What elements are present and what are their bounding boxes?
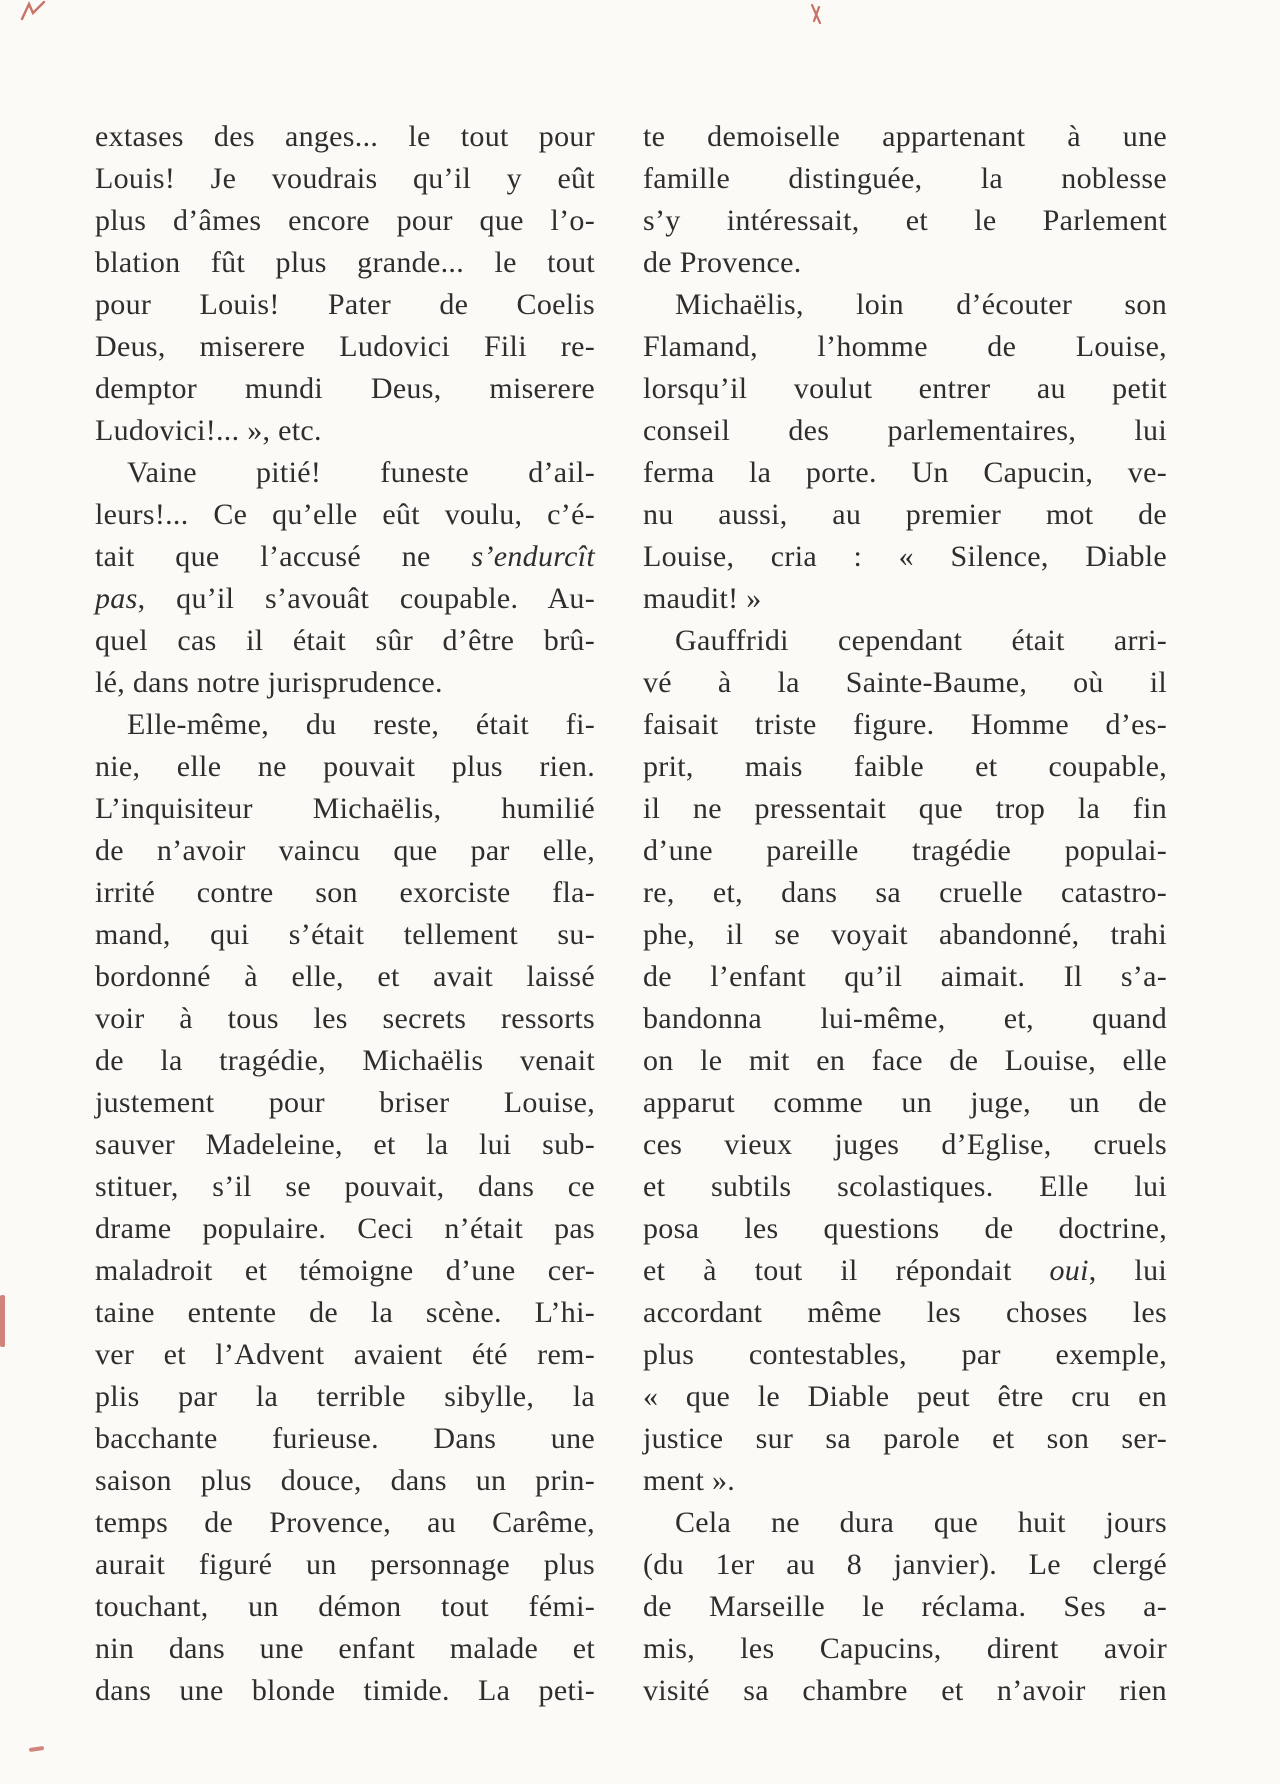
- text-line: de la tragédie, Michaëlis venait: [95, 1044, 595, 1077]
- text-line: il ne pressentait que trop la fin: [643, 792, 1167, 825]
- text-line: saison plus douce, dans un prin-: [95, 1464, 595, 1497]
- text-line: de Provence.: [643, 246, 802, 279]
- text-line: temps de Provence, au Carême,: [95, 1506, 595, 1539]
- text-line: visité sa chambre et n’avoir rien: [643, 1674, 1167, 1707]
- text-line: bandonna lui-même, et, quand: [643, 1002, 1167, 1035]
- text-column-right: [643, 116, 1167, 1712]
- text-line: lé, dans notre jurisprudence.: [95, 666, 443, 699]
- text-line: irrité contre son exorciste fla-: [95, 876, 595, 909]
- text-line: plus contestables, par exemple,: [643, 1338, 1167, 1371]
- text-line: (du 1er au 8 janvier). Le clergé: [643, 1548, 1167, 1581]
- text-line: re, et, dans sa cruelle catastro-: [643, 876, 1167, 909]
- text-segment: , lui: [1088, 1254, 1168, 1287]
- text-line: sauver Madeleine, et la lui sub-: [95, 1128, 595, 1161]
- text-line: extases des anges... le tout pour: [95, 120, 595, 153]
- text-line: conseil des parlementaires, lui: [643, 414, 1167, 447]
- text-line: justement pour briser Louise,: [95, 1086, 595, 1119]
- red-ink-mark: [808, 2, 826, 26]
- red-ink-mark: [20, 0, 48, 22]
- text-line: Flamand, l’homme de Louise,: [643, 330, 1167, 363]
- text-line: maladroit et témoigne d’une cer-: [95, 1254, 595, 1287]
- text-line: mis, les Capucins, dirent avoir: [643, 1632, 1167, 1665]
- text-line: Vaine pitié! funeste d’ail-: [127, 456, 595, 489]
- text-line: taine entente de la scène. L’hi-: [95, 1296, 595, 1329]
- text-line: maudit! »: [643, 582, 762, 615]
- text-line: touchant, un démon tout fémi-: [95, 1590, 595, 1623]
- text-line: leurs!... Ce qu’elle eût voulu, c’é-: [95, 498, 595, 531]
- text-line: ver et l’Advent avaient été rem-: [95, 1338, 595, 1371]
- text-line: justice sur sa parole et son ser-: [643, 1422, 1167, 1455]
- text-line: nu aussi, au premier mot de: [643, 498, 1167, 531]
- text-line: posa les questions de doctrine,: [643, 1212, 1167, 1245]
- text-line: plis par la terrible sibylle, la: [95, 1380, 595, 1413]
- text-line: et subtils scolastiques. Elle lui: [643, 1170, 1167, 1203]
- text-line: on le mit en face de Louise, elle: [643, 1044, 1167, 1077]
- red-ink-mark: [0, 1295, 5, 1347]
- text-segment: , qu’il s’avouât coupable. Au-: [137, 582, 595, 615]
- text-line: mand, qui s’était tellement su-: [95, 918, 595, 951]
- text-line: L’inquisiteur Michaëlis, humilié: [95, 792, 595, 825]
- text-line: Louis! Je voudrais qu’il y eût: [95, 162, 595, 195]
- text-line: blation fût plus grande... le tout: [95, 246, 595, 279]
- text-line: accordant même les choses les: [643, 1296, 1167, 1329]
- text-line: ces vieux juges d’Eglise, cruels: [643, 1128, 1167, 1161]
- text-line: Ludovici!... », etc.: [95, 414, 322, 447]
- text-line: nie, elle ne pouvait plus rien.: [95, 750, 595, 783]
- text-line: Gauffridi cependant était arri-: [675, 624, 1167, 657]
- text-segment: tait que l’accusé ne: [95, 540, 472, 573]
- text-line: plus d’âmes encore pour que l’o-: [95, 204, 595, 237]
- text-line: voir à tous les secrets ressorts: [95, 1002, 595, 1035]
- text-line: Michaëlis, loin d’écouter son: [675, 288, 1167, 321]
- text-line: [95, 578, 595, 620]
- text-segment: et à tout il répondait: [643, 1254, 1050, 1287]
- text-line: lorsqu’il voulut entrer au petit: [643, 372, 1167, 405]
- text-line: nin dans une enfant malade et: [95, 1632, 595, 1665]
- text-line: quel cas il était sûr d’être brû-: [95, 624, 595, 657]
- italic-text: pas: [95, 582, 138, 615]
- text-line: prit, mais faible et coupable,: [643, 750, 1167, 783]
- red-ink-mark: [29, 1746, 44, 1752]
- text-line: apparut comme un juge, un de: [643, 1086, 1167, 1119]
- text-line: drame populaire. Ceci n’était pas: [95, 1212, 595, 1245]
- text-line: Deus, miserere Ludovici Fili re-: [95, 330, 595, 363]
- text-line: d’une pareille tragédie populai-: [643, 834, 1167, 867]
- text-line: [643, 1250, 1167, 1292]
- text-line: stituer, s’il se pouvait, dans ce: [95, 1170, 595, 1203]
- text-line: ment ».: [643, 1464, 736, 1497]
- text-line: demptor mundi Deus, miserere: [95, 372, 595, 405]
- text-line: s’y intéressait, et le Parlement: [643, 204, 1167, 237]
- text-line: dans une blonde timide. La peti-: [95, 1674, 595, 1707]
- text-column-left: [95, 116, 595, 1712]
- text-line: vé à la Sainte-Baume, où il: [643, 666, 1167, 699]
- text-line: « que le Diable peut être cru en: [643, 1380, 1167, 1413]
- text-line: Elle-même, du reste, était fi-: [127, 708, 595, 741]
- text-line: de Marseille le réclama. Ses a-: [643, 1590, 1167, 1623]
- text-line: Cela ne dura que huit jours: [675, 1506, 1167, 1539]
- text-line: Louise, cria : « Silence, Diable: [643, 540, 1167, 573]
- text-line: te demoiselle appartenant à une: [643, 120, 1167, 153]
- text-line: [95, 536, 595, 578]
- text-line: phe, il se voyait abandonné, trahi: [643, 918, 1167, 951]
- italic-text: oui: [1049, 1254, 1089, 1287]
- italic-text: s’endurcît: [471, 540, 595, 573]
- text-line: bacchante furieuse. Dans une: [95, 1422, 595, 1455]
- text-line: ferma la porte. Un Capucin, ve-: [643, 456, 1167, 489]
- text-line: faisait triste figure. Homme d’es-: [643, 708, 1167, 741]
- text-line: bordonné à elle, et avait laissé: [95, 960, 595, 993]
- text-line: pour Louis! Pater de Coelis: [95, 288, 595, 321]
- text-line: famille distinguée, la noblesse: [643, 162, 1167, 195]
- text-line: aurait figuré un personnage plus: [95, 1548, 595, 1581]
- text-line: de n’avoir vaincu que par elle,: [95, 834, 595, 867]
- text-line: de l’enfant qu’il aimait. Il s’a-: [643, 960, 1167, 993]
